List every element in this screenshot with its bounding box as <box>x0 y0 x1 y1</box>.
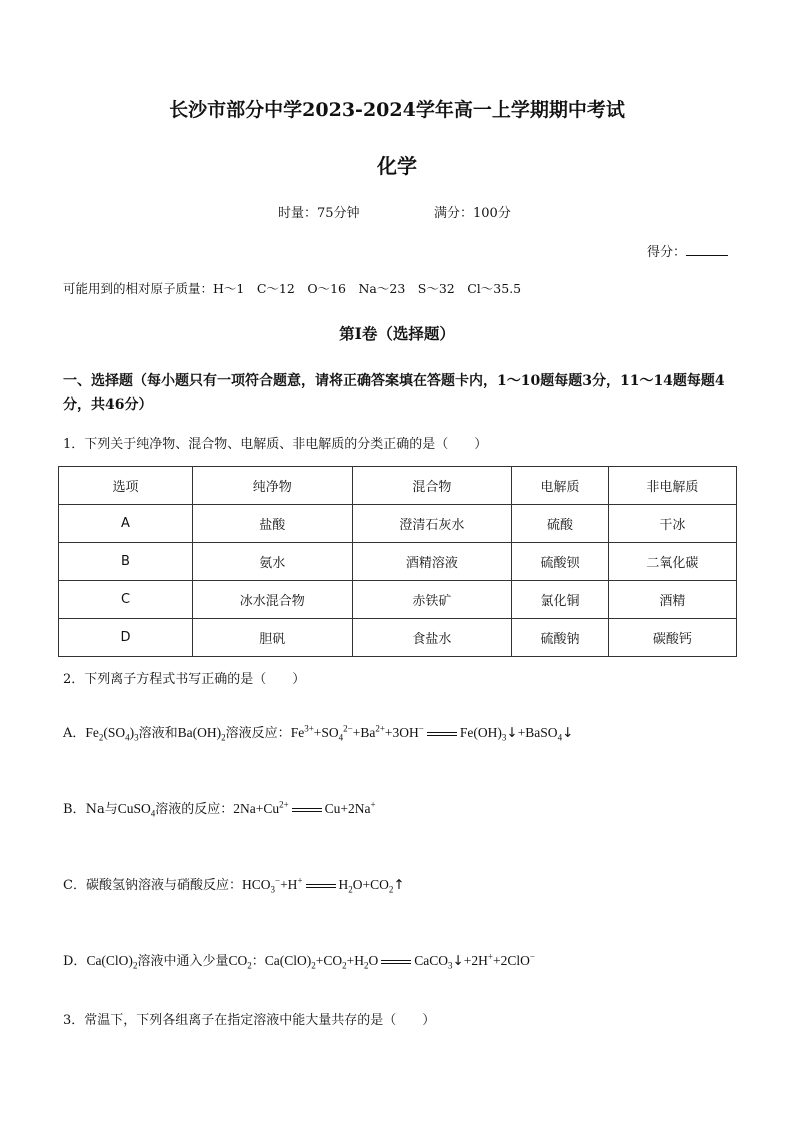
option-label: B． <box>63 802 86 817</box>
option-text: 溶液反应： <box>225 726 291 741</box>
option-text: 溶液和 <box>138 726 178 741</box>
table-cell: 硫酸钡 <box>512 543 609 581</box>
table-cell: 硫酸 <box>512 505 609 543</box>
question-2-option-c <box>63 874 405 893</box>
option-text: 碳酸氢钠溶液与硝酸反应： <box>85 878 242 893</box>
table-cell: 盐酸 <box>193 505 353 543</box>
option-text: Na与 <box>85 802 118 817</box>
formula: $CO_2$ <box>228 953 252 971</box>
table-header-cell: 选项 <box>59 467 193 505</box>
table-cell: D <box>59 619 193 657</box>
equals-sign <box>306 884 336 888</box>
table-cell: 赤铁矿 <box>352 581 512 619</box>
equals-sign <box>292 808 322 812</box>
subject-title: 化学 <box>377 154 417 178</box>
full-score: 满分：100分 <box>434 206 511 221</box>
question-2-option-a <box>63 722 573 741</box>
formula: $Ba(OH)_2$ <box>177 725 226 743</box>
table-row <box>59 543 737 581</box>
exam-title: 长沙市部分中学2023-2024学年高一上学期期中考试 <box>169 99 625 121</box>
formula: CuSO$_4$ <box>117 801 156 819</box>
question-2-option-d <box>63 950 535 969</box>
table-cell: 干冰 <box>608 505 736 543</box>
question-1-stem: 1．下列关于纯净物、混合物、电解质、非电解质的分类正确的是（ ） <box>63 437 488 452</box>
equation: $Fe^{3+}+SO_4^{2-}+Ba^{2+}+3OH^-$ $Fe(OH)_3↓+BaSO_4↓$ <box>290 723 574 743</box>
equals-sign <box>381 960 411 964</box>
table-cell: 酒精溶液 <box>352 543 512 581</box>
table-header-cell: 非电解质 <box>608 467 736 505</box>
option-label: C． <box>63 878 86 893</box>
table-cell: 胆矾 <box>193 619 353 657</box>
table-header-cell: 纯净物 <box>193 467 353 505</box>
question-2-option-b <box>63 798 376 817</box>
score-label: 得分： <box>646 245 686 260</box>
table-header-row <box>59 467 737 505</box>
table-cell: 碳酸钙 <box>608 619 736 657</box>
table-cell: 氨水 <box>193 543 353 581</box>
question-3-stem: 3．常温下，下列各组离子在指定溶液中能大量共存的是（ ） <box>63 1013 436 1028</box>
table-cell: C <box>59 581 193 619</box>
equation: $Ca(ClO)_2+CO_2+H_2O$ CaCO$_3$↓+2H++2ClO− <box>264 951 535 971</box>
option-text: ： <box>251 954 265 969</box>
table-cell: 冰水混合物 <box>193 581 353 619</box>
question-1-table <box>58 466 737 657</box>
formula: $Fe_2(SO_4)_3$ <box>85 725 139 743</box>
equals-sign <box>427 732 457 736</box>
option-label: D． <box>63 954 87 969</box>
table-cell: 氯化铜 <box>512 581 609 619</box>
option-text: 溶液中通入少量 <box>137 954 229 969</box>
option-label: A． <box>63 726 86 741</box>
formula: $Ca(ClO)_2$ <box>86 953 138 971</box>
table-cell: A <box>59 505 193 543</box>
equation: $2Na+Cu^{2+}$ Cu+2Na+ <box>233 799 376 816</box>
score-field <box>647 241 728 260</box>
table-cell: B <box>59 543 193 581</box>
atomic-masses: 可能用到的相对原子质量：H～1 C～12 O～16 Na～23 S～32 Cl～35.5 <box>63 281 522 296</box>
volume-title: 第Ⅰ卷（选择题） <box>339 324 455 343</box>
table-header-cell: 电解质 <box>512 467 609 505</box>
equation: $HCO_3^-+H^+$ $H_2O+CO_2↑$ <box>241 875 405 895</box>
table-header-cell: 混合物 <box>352 467 512 505</box>
table-cell: 酒精 <box>608 581 736 619</box>
table-cell: 澄清石灰水 <box>352 505 512 543</box>
question-2-stem: 2．下列离子方程式书写正确的是（ ） <box>63 672 306 687</box>
option-text: 溶液的反应： <box>155 802 234 817</box>
table-row <box>59 581 737 619</box>
section-title: 一、选择题（每小题只有一项符合题意，请将正确答案填在答题卡内，1～10题每题3分，11～14题每题4分，共46分） <box>63 373 725 413</box>
table-row <box>59 619 737 657</box>
table-cell: 食盐水 <box>352 619 512 657</box>
table-cell: 二氧化碳 <box>608 543 736 581</box>
score-blank <box>686 243 728 256</box>
table-row <box>59 505 737 543</box>
table-cell: 硫酸钠 <box>512 619 609 657</box>
time-limit: 时量：75分钟 <box>278 206 360 221</box>
